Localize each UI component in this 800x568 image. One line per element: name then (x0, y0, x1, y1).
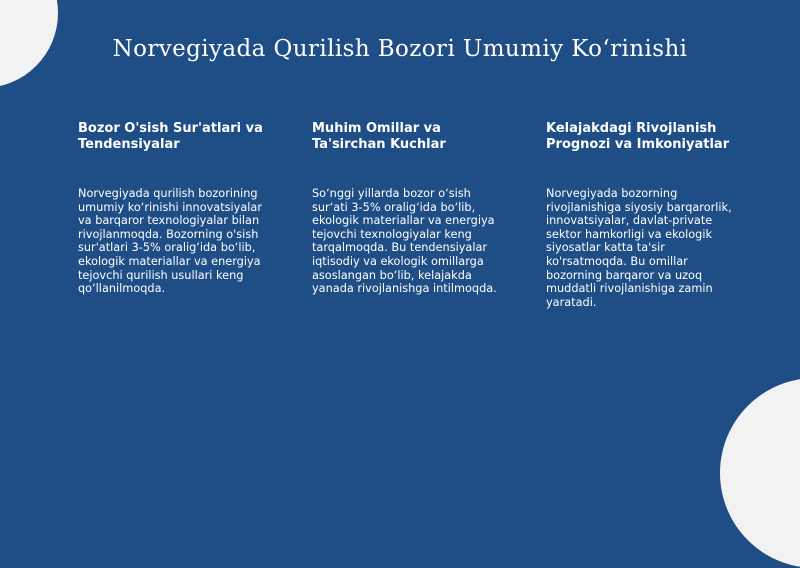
column-body: So‘nggi yillarda bozor o‘sish sur‘ati 3-5% oralig‘ida bo‘lib, ekologik materiallar va energiya tejovchi texnologiyalar keng tarqalmoqda. Bu tendensiyalar iqtisodiy va ekologik omillarga asoslangan bo‘lib, kelajakda yanada rivojlanishga intilmoqda. (312, 187, 497, 296)
slide-title: Norvegiyada Qurilish Bozori Umumiy Ko‘rinishi (112, 36, 688, 62)
column-body: Norvegiyada qurilish bozorining umumiy ko‘rinishi innovatsiyalar va barqaror texnologiyalar bilan rivojlanmoqda. Bozorning o'sish sur'atlari 3-5% oralig‘ida bo‘lib, ekologik materiallar va energiya tejovchi qurilish usullari keng qo‘llanilmoqda. (78, 187, 262, 296)
column-body: Norvegiyada bozorning rivojlanishiga siyosiy barqarorlik, innovatsiyalar, davlat-private sektor hamkorligi va ekologik siyosatlar katta ta'sir ko'rsatmoqda. Bu omillar bozorning barqaror va uzoq muddatli rivojlanishiga zamin yaratadi. (546, 187, 732, 309)
column-key-factors (312, 121, 502, 296)
column-heading: Muhim Omillar va Ta'sirchan Kuchlar (312, 121, 446, 152)
column-heading: Kelajakdagi Rivojlanish Prognozi va Imkoniyatlar (546, 121, 730, 152)
column-market-growth (78, 121, 268, 296)
column-future-outlook (546, 121, 736, 309)
column-heading: Bozor O'sish Sur'atlari va Tendensiyalar (78, 121, 263, 152)
decorative-circle-bottom-right (720, 378, 800, 568)
